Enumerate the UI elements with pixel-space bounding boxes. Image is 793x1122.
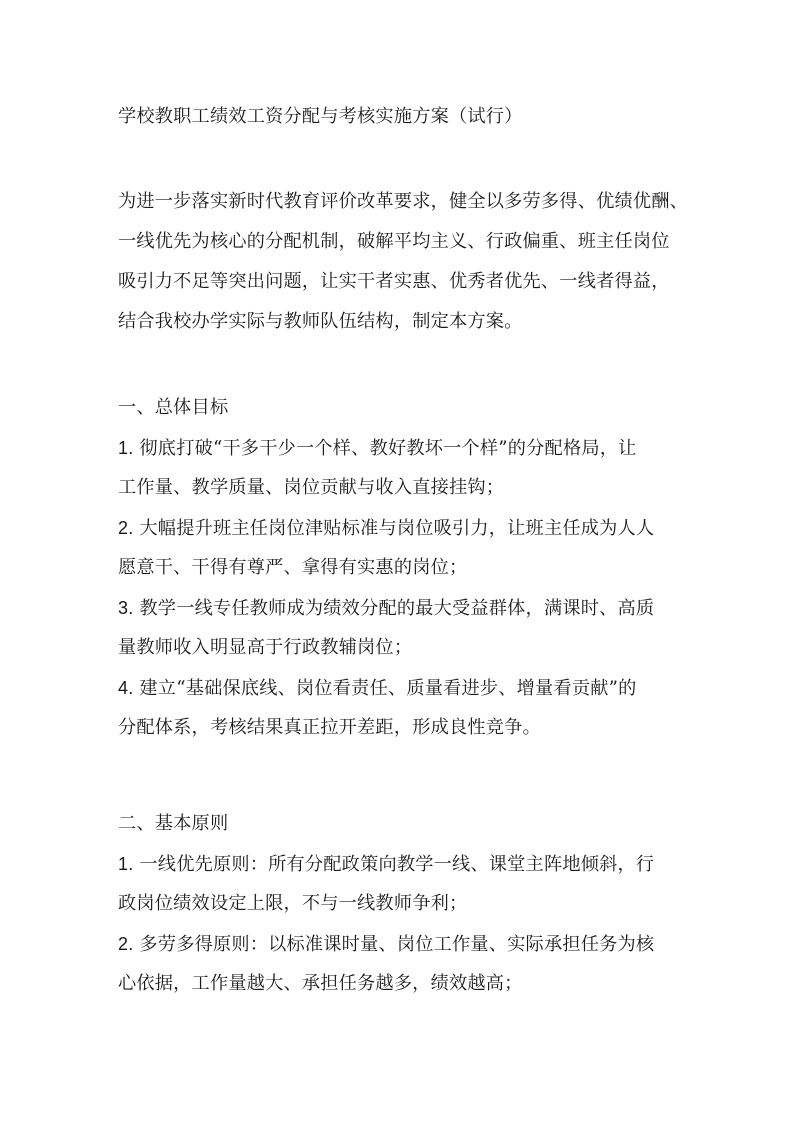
item-number: 3.: [118, 598, 134, 618]
section-1-item-4: [118, 676, 637, 701]
section-1-heading: 一、总体目标: [118, 397, 229, 418]
section-2-heading: 二、基本原则: [118, 813, 229, 834]
item-number: 1.: [118, 854, 134, 874]
section-2-item-2: [118, 932, 654, 957]
section-2-item-1: [118, 852, 654, 877]
section-1-item-1-cont: 工作量、教学质量、岗位贡献与收入直接挂钩；: [118, 477, 505, 498]
section-1-item-4-cont: 分配体系，考核结果真正拉开差距，形成良性竞争。: [118, 717, 541, 738]
item-number: 1.: [118, 438, 134, 458]
section-1-item-2-cont: 愿意干、干得有尊严、拿得有实惠的岗位；: [118, 557, 468, 578]
section-1-item-3: [118, 596, 654, 621]
item-number: 2.: [118, 934, 134, 954]
item-text: 彻底打破“干多干少一个样、教好教坏一个样”的分配格局，让: [139, 438, 637, 459]
item-text: 多劳多得原则：以标准课时量、岗位工作量、实际承担任务为核: [139, 934, 655, 955]
item-number: 4.: [118, 678, 134, 698]
section-1-item-1: [118, 436, 637, 461]
item-text: 建立“基础保底线、岗位看责任、质量看进步、增量看贡献”的: [139, 678, 637, 699]
intro-line-3: 吸引力不足等突出问题，让实干者实惠、优秀者优先、一线者得益，: [118, 271, 670, 292]
section-1-item-3-cont: 量教师收入明显高于行政教辅岗位；: [118, 637, 413, 658]
document-title: 学校教职工绩效工资分配与考核实施方案（试行）: [118, 106, 523, 127]
intro-line-2: 一线优先为核心的分配机制，破解平均主义、行政偏重、班主任岗位: [118, 231, 670, 252]
section-1-item-2: [118, 516, 654, 541]
intro-line-4: 结合我校办学实际与教师队伍结构，制定本方案。: [118, 311, 523, 332]
item-text: 大幅提升班主任岗位津贴标准与岗位吸引力，让班主任成为人人: [139, 518, 655, 539]
intro-line-1: 为进一步落实新时代教育评价改革要求，健全以多劳多得、优绩优酬、: [118, 191, 689, 212]
section-2-item-1-cont: 政岗位绩效设定上限，不与一线教师争利；: [118, 893, 468, 914]
item-text: 一线优先原则：所有分配政策向教学一线、课堂主阵地倾斜，行: [139, 854, 655, 875]
item-number: 2.: [118, 518, 134, 538]
item-text: 教学一线专任教师成为绩效分配的最大受益群体，满课时、高质: [139, 598, 655, 619]
section-2-item-2-cont: 心依据，工作量越大、承担任务越多，绩效越高；: [118, 973, 523, 994]
